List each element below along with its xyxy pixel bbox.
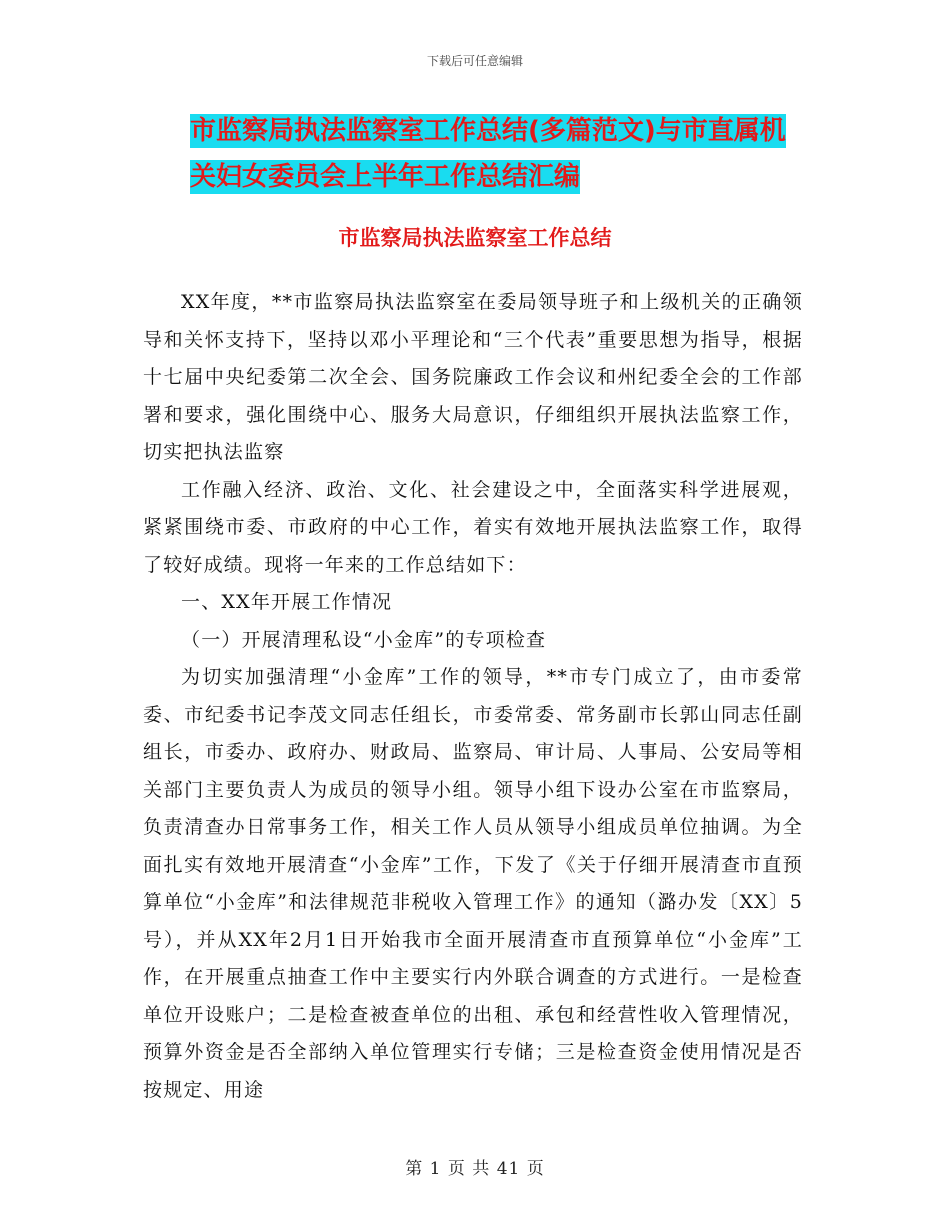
header-note: 下载后可任意编辑 <box>426 54 523 68</box>
title-highlight-2: 关妇女委员会上半年工作总结汇编 <box>190 162 581 192</box>
section-title: 市监察局执法监察室工作总结 <box>338 226 612 250</box>
page-number: 第 1 页 共 41 页 <box>405 1159 545 1179</box>
title-highlight-1: 市监察局执法监察室工作总结(多篇范文)与市直属机 <box>190 116 786 146</box>
paragraph: 一、XX年开展工作情况 <box>181 591 393 613</box>
document-title-line-1 <box>190 108 810 154</box>
paragraph: 为切实加强清理“小金库”工作的领导，**市专门成立了，由市委常委、市纪委书记李茂文同志任组长，市委常委、常务副市长郭山同志任副组长，市委办、政府办、财政局、监察局、审计局、人事局、公安局等相关部门主要负责人为成员的领导小组。领导小组下设办公室在市监察局，负责清查办日常事务工作，相关工作人员从领导小组成员单位抽调。为全面扎实有效地开展清查“小金库”工作，下发了《关于仔细开展清查市直预算单位“小金库”和法律规范非税收入管理工作》的通知（潞办发〔XX〕5号），并从XX年2月1日开始我市全面开展清查市直预算单位“小金库”工作，在开展重点抽查工作中主要实行内外联合调查的方式进行。一是检查单位开设账户；二是检查被查单位的出租、承包和经营性收入管理情况，预算外资金是否全部纳入单位管理实行专储；三是检查资金使用情况是否按规定、用途 <box>143 666 803 1101</box>
document-body <box>143 284 803 1109</box>
paragraph: 工作融入经济、政治、文化、社会建设之中，全面落实科学进展观，紧紧围绕市委、市政府的中心工作，着实有效地开展执法监察工作，取得了较好成绩。现将一年来的工作总结如下： <box>143 478 803 576</box>
paragraph: XX年度，**市监察局执法监察室在委局领导班子和上级机关的正确领导和关怀支持下，坚持以邓小平理论和“三个代表”重要思想为指导，根据十七届中央纪委第二次全会、国务院廉政工作会议和州纪委全会的工作部署和要求，强化围绕中心、服务大局意识，仔细组织开展执法监察工作，切实把执法监察 <box>143 291 803 463</box>
document-title-line-2 <box>190 154 810 200</box>
paragraph: （一）开展清理私设“小金库”的专项检查 <box>181 628 547 651</box>
document-title <box>190 108 810 200</box>
